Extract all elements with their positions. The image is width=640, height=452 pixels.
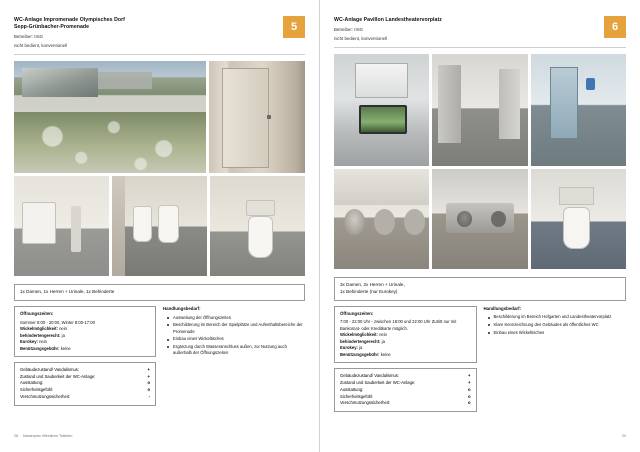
opening-hours-column — [14, 306, 156, 406]
service-type-line: nicht bedient, konventionell — [334, 36, 387, 42]
opening-hours-line: 7:00 - 22:00 Uhr - zwischen 18:00 und 22:00 Uhr Zutritt nur mit Bankomat- oder Kreditkarte möglich. — [340, 319, 457, 331]
needs-item: Beschilderung im Bereich der Spielplätze und Aufenthaltsbereiche der Promenade — [169, 322, 305, 335]
footer-page-number: 29 — [622, 434, 626, 438]
photo-entrance-door — [209, 61, 305, 173]
rating-row — [340, 387, 471, 394]
facility-composition-caption — [334, 277, 626, 301]
rating-row — [20, 380, 150, 387]
rating-label: Verschmutzungssicherheit: — [340, 400, 391, 406]
operator-line: Betreiber: IISG — [14, 34, 44, 40]
rating-label: Verschmutzungssicherheit: — [20, 393, 71, 399]
section-number-badge: 6 — [604, 16, 626, 38]
page-header-left — [14, 16, 305, 55]
rating-value: + — [147, 367, 150, 372]
details-columns-left — [14, 306, 305, 406]
rating-label: Ausstattung: — [340, 386, 364, 392]
rating-label: Sicherheitsgefühl: — [20, 387, 54, 393]
field-wickelmoeglichkeit-value: nein — [379, 332, 387, 338]
field-eurokey-value: ja — [359, 345, 363, 351]
needs-item: Einbau eines Wickeltisches — [169, 336, 305, 342]
needs-title: Handlungsbedarf: — [483, 305, 522, 311]
facility-title-line1: WC-Anlage Pavillon Landestheatervorplatz — [334, 17, 442, 23]
photo-corridor-entrance — [432, 54, 527, 166]
field-behindertengerecht-value: ja — [381, 338, 385, 344]
photo-wc-tiled-room — [14, 176, 109, 276]
rating-row — [340, 380, 471, 387]
rating-row — [20, 387, 150, 394]
facility-title-line1: WC-Anlage Impromenade Olympisches Dorf — [14, 17, 125, 23]
photo-courtyard-exterior — [14, 61, 206, 173]
facility-composition-caption: 1x Damen, 1x Herren + Urinale, 1x Behinderte — [14, 284, 305, 301]
rating-label: Ausstattung: — [20, 380, 44, 386]
rating-row — [340, 373, 471, 380]
page-right — [320, 0, 640, 452]
field-behindertengerecht-label: behindertengerecht: — [340, 338, 381, 344]
needs-column — [163, 306, 305, 359]
field-benuetzungsgebuehr — [20, 346, 150, 353]
rating-value: - — [148, 393, 150, 399]
field-behindertengerecht-value: ja — [61, 332, 65, 338]
page-spacer — [334, 412, 626, 431]
needs-box — [484, 306, 627, 337]
needs-item: Einbau eines Wickeltisches — [490, 330, 627, 336]
rating-value: + — [468, 380, 471, 386]
service-type-line: nicht bedient, konventionell — [14, 43, 67, 49]
opening-hours-box — [334, 306, 477, 364]
footer-page-number: 28 — [14, 434, 18, 438]
opening-hours-column — [334, 306, 477, 412]
details-columns-right — [334, 306, 626, 412]
header-texts — [334, 16, 442, 43]
needs-box — [163, 306, 305, 357]
needs-list — [484, 314, 627, 336]
rating-value: o — [467, 386, 471, 392]
field-eurokey-value: nein — [39, 339, 48, 344]
needs-list — [163, 315, 305, 357]
field-eurokey-label: Eurokey: — [20, 339, 38, 344]
needs-title: Handlungsbedarf: — [163, 305, 201, 311]
photo-row-top-right — [334, 54, 626, 166]
rating-value: o — [147, 380, 150, 386]
page-footer-left — [14, 431, 305, 438]
field-benuetzungsgebuehr — [340, 352, 471, 359]
field-benuetzungsgebuehr-label: Benützungsgebühr: — [340, 351, 380, 357]
rating-value: + — [468, 373, 471, 379]
rating-row — [20, 367, 150, 374]
photo-washbasins — [334, 169, 429, 269]
page-spacer — [14, 406, 305, 431]
needs-item: Ausweitung der Öffnungszeiten — [169, 315, 305, 321]
rating-label: Zustand und Sauberkeit der WC-Anlage: — [340, 380, 416, 386]
needs-item: Beschilderung im Bereich Hofgarten und Landestheatervorplatz — [490, 314, 627, 320]
page-header-right — [334, 16, 626, 48]
opening-hours-title: Öffnungszeiten: — [20, 310, 54, 316]
rating-box-right — [334, 368, 477, 412]
field-benuetzungsgebuehr-value: keine — [380, 351, 391, 357]
field-benuetzungsgebuehr-label: Benützungsgebühr: — [20, 345, 60, 351]
needs-item: Ergänzung durch Wasseranschluss außen, zur Nutzung auch außerhalb der Öffnungszeiten — [169, 344, 305, 357]
rating-label: Gebäudezustand/ Vandalismus: — [20, 367, 80, 372]
rating-row — [20, 374, 150, 381]
caption-line-2: 1x Behinderte (nur Eurokey) — [340, 288, 398, 294]
rating-value: o — [467, 400, 471, 406]
rating-box-left — [14, 362, 156, 406]
rating-value: o — [147, 387, 150, 393]
photo-blue-door-interior — [531, 54, 626, 166]
footer-document-title: Masterplan öffentliche Toiletten — [23, 434, 73, 438]
page-footer-right — [334, 431, 626, 438]
rating-value: + — [147, 373, 150, 379]
photo-row-bottom-left — [14, 176, 305, 276]
needs-item: Klare Kennzeichnung des Gebäudes als öffentliches WC — [490, 322, 627, 328]
operator-line: Betreiber: IISG — [334, 27, 364, 33]
photo-row-bottom-right — [334, 169, 626, 269]
field-wickelmoeglichkeit-label: Wickelmöglichkeit: — [20, 326, 58, 331]
header-texts — [14, 16, 125, 50]
photo-urinals — [112, 176, 207, 276]
field-behindertengerecht-label: behindertengerecht: — [20, 332, 61, 338]
facility-title-line2: Sepp-Grünbacher-Promenade — [14, 24, 90, 31]
opening-hours-box — [14, 306, 156, 357]
rating-row — [340, 394, 471, 401]
section-number-badge: 5 — [283, 16, 305, 38]
photo-steel-sink-row — [432, 169, 527, 269]
photo-row-top-left — [14, 61, 305, 173]
photo-toilet-cubicle — [210, 176, 305, 276]
field-wickelmoeglichkeit-value: nein — [59, 326, 67, 331]
field-benuetzungsgebuehr-value: keine — [60, 345, 71, 351]
rating-row — [340, 400, 471, 407]
caption-line-1: 3x Damen, 2x Herren + Urinale, — [340, 281, 405, 287]
opening-hours-line: Sommer 8:00 - 20:00, Winter 8:00-17:00 — [20, 319, 95, 325]
field-wickelmoeglichkeit-label: Wickelmöglichkeit: — [340, 332, 378, 338]
field-eurokey-label: Eurokey: — [340, 345, 358, 351]
opening-hours-title: Öffnungszeiten: — [340, 310, 374, 316]
photo-payment-kiosk — [334, 54, 429, 166]
rating-value: o — [467, 393, 471, 399]
needs-column — [484, 306, 627, 338]
rating-label: Sicherheitsgefühl: — [340, 393, 374, 399]
photo-wc-cubicle-blue — [531, 169, 626, 269]
rating-label: Gebäudezustand/ Vandalismus: — [340, 373, 400, 379]
rating-row — [20, 394, 150, 401]
rating-label: Zustand und Sauberkeit der WC-Anlage: — [20, 373, 96, 379]
